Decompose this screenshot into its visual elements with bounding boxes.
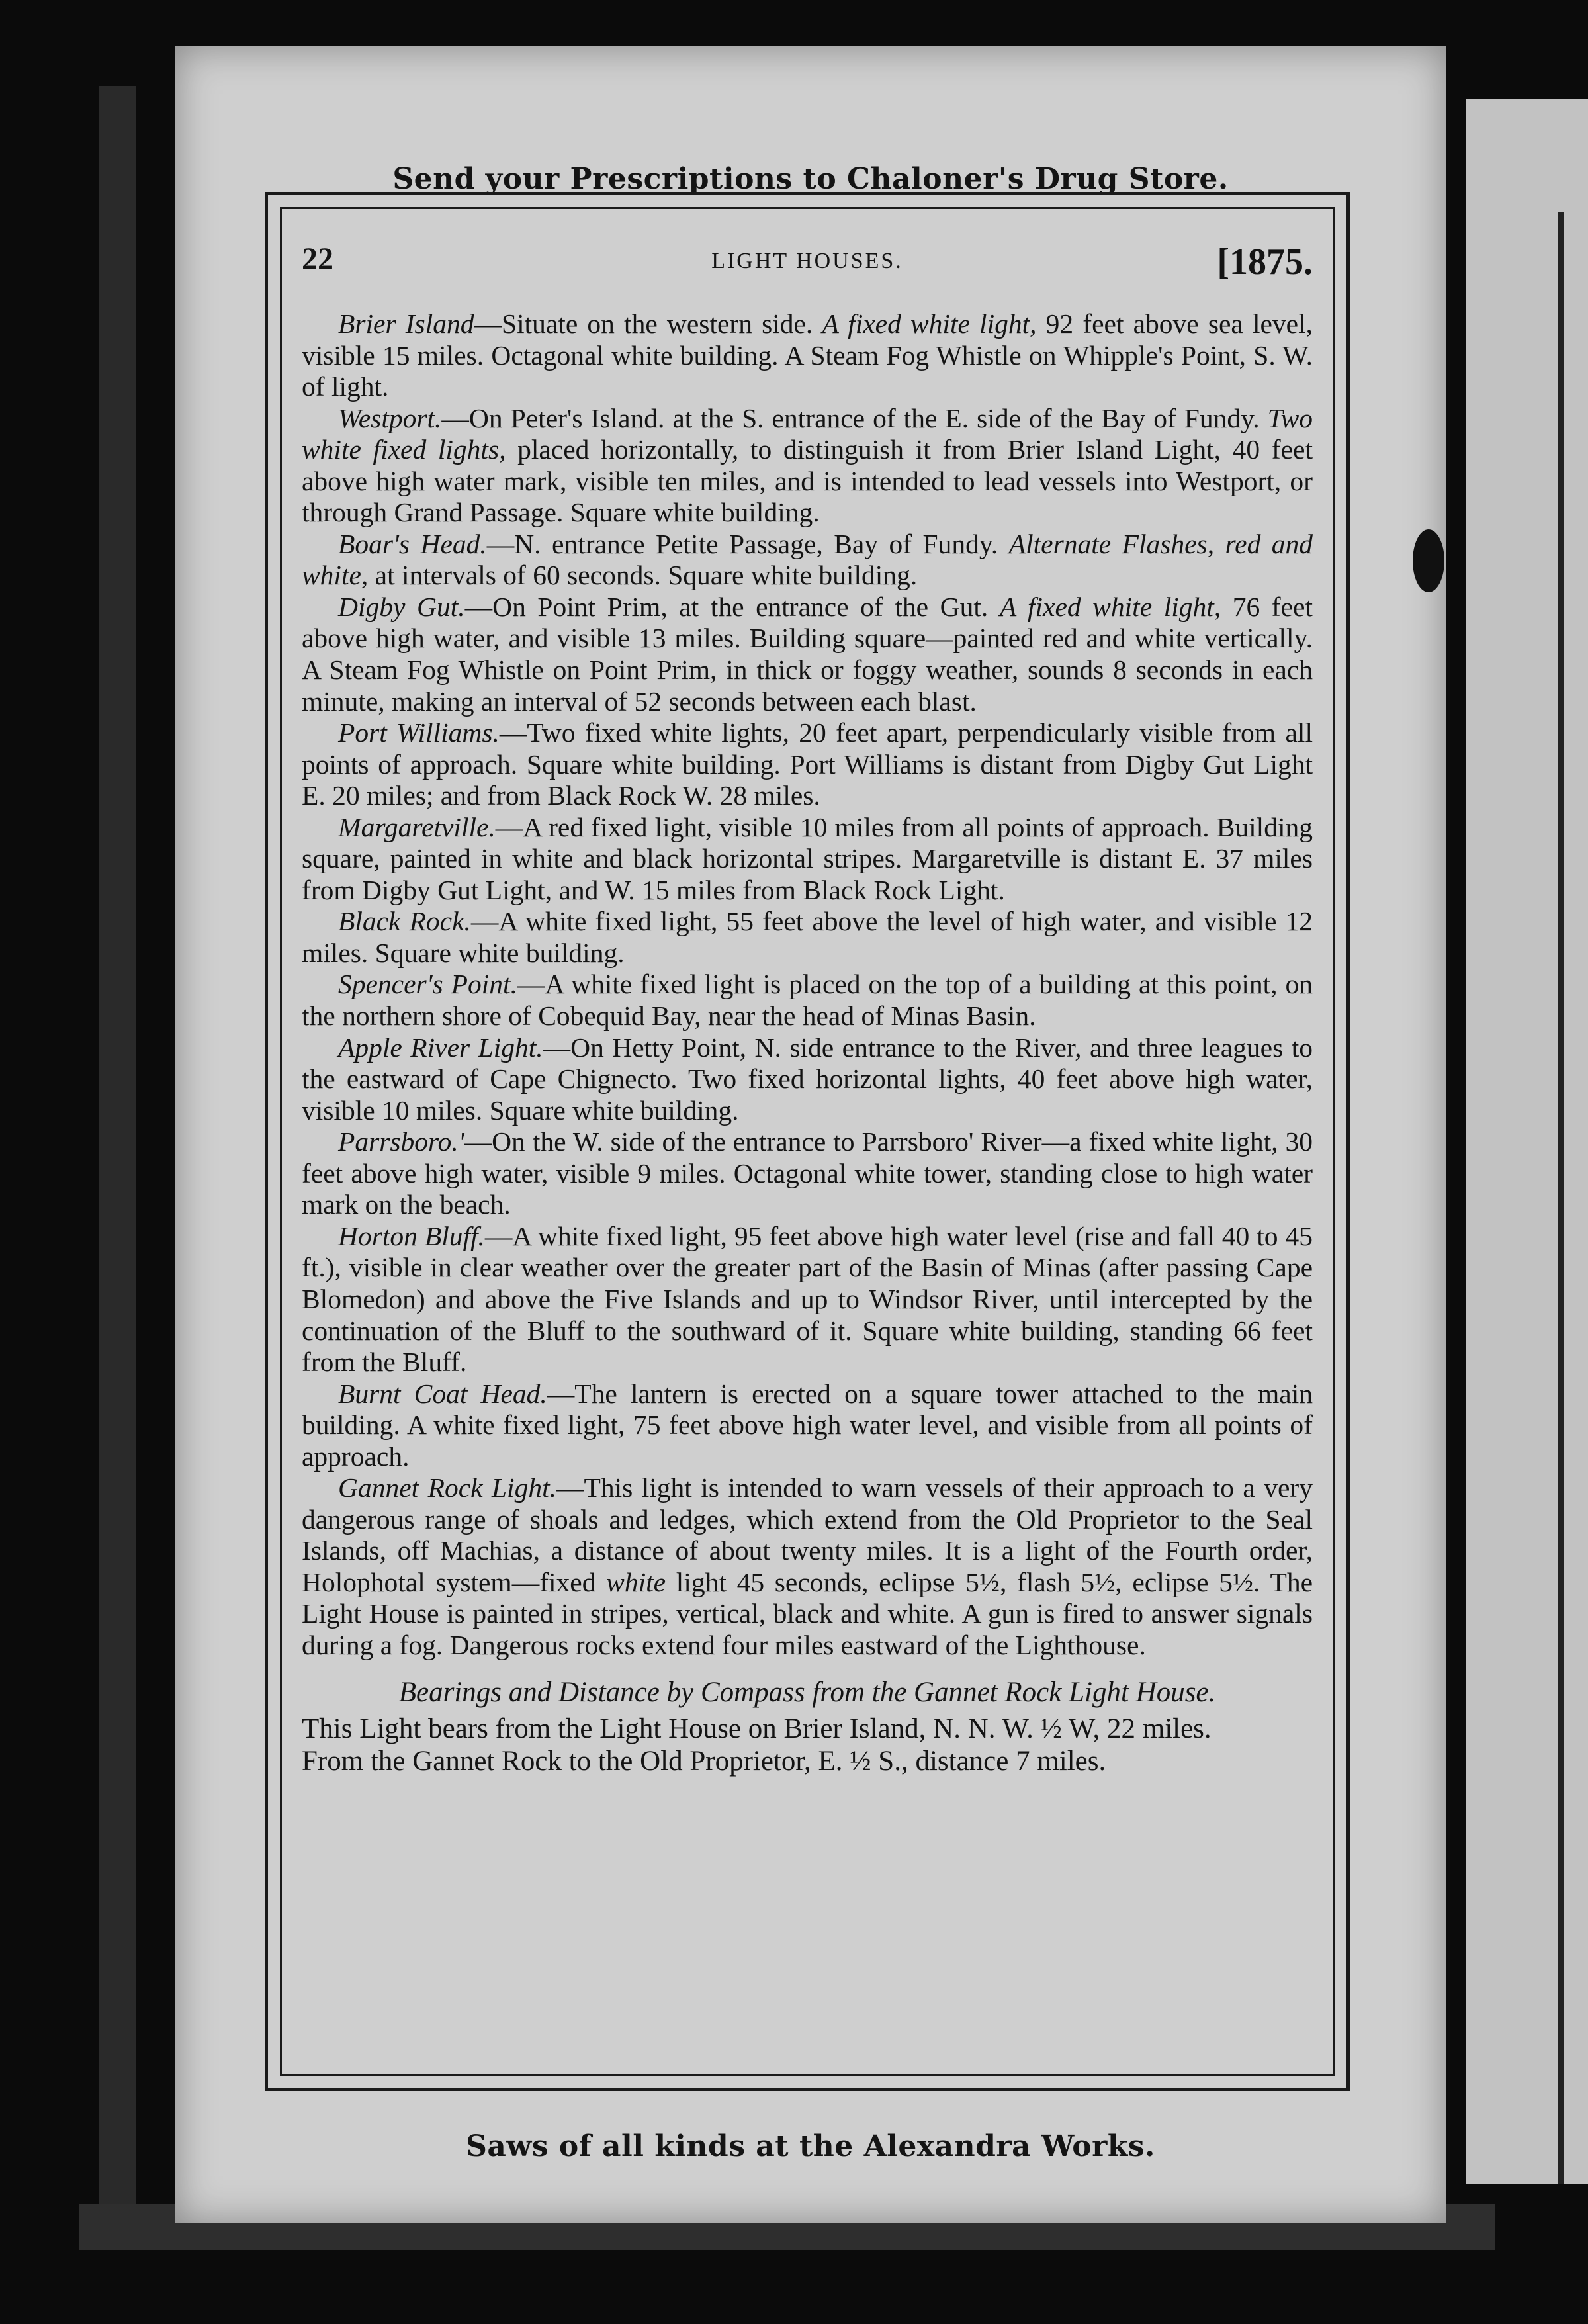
lighthouse-entry [302, 1032, 1313, 1127]
entry-text: A white fixed light, 95 feet above high water level (rise and fall 40 to 45 ft.), visible in clear weather over the greater part of the Basin of Minas (after passing Cape Blomedon) and above the Five Islands and up to Windsor River, until intercepted by the continuation of the Bluff to the southward of it. Square white building, standing 66 feet from the Bluff. [302, 1220, 1313, 1378]
entry-text: placed horizontally, to distinguish it from Brier Island Light, 40 feet above high water mark, visible ten miles, and is intended to lead vessels into Westport, or through Grand Passage. Square white building. [302, 434, 1313, 528]
lighthouse-entry [302, 906, 1313, 969]
light-description-italic: Alternate Flashes, red and white, [302, 528, 1313, 591]
entry-dash: — [484, 1220, 513, 1251]
entry-text: A white fixed light is placed on the top of a building at this point, on the northern shore of Cobequid Bay, near the head of Minas Basin. [302, 969, 1313, 1032]
page-frame [265, 192, 1350, 2091]
lighthouse-name: Westport. [338, 402, 442, 433]
lighthouse-name: Gannet Rock Light. [338, 1472, 556, 1503]
entry-text: N. entrance Petite Passage, Bay of Fundy. [514, 528, 1009, 559]
lighthouse-entry [302, 308, 1313, 403]
light-description-italic: A fixed white light, [822, 308, 1037, 339]
light-description-italic: A fixed white light, [999, 591, 1221, 622]
entry-dash: — [556, 1472, 584, 1503]
adjacent-page-edge [1466, 99, 1588, 2184]
lighthouse-entry [302, 592, 1313, 717]
page-frame-inner [280, 207, 1335, 2076]
header-advertisement: Send your Prescriptions to Chaloner's Drug Store. [392, 162, 1229, 196]
running-header [302, 236, 1313, 295]
entry-dash: — [470, 906, 499, 937]
lighthouse-name: Boar's Head. [338, 528, 487, 559]
lighthouse-entry [302, 1378, 1313, 1473]
entry-dash: — [495, 811, 523, 842]
lighthouse-name: Parrsboro.' [338, 1126, 464, 1157]
entry-text: at intervals of 60 seconds. Square white building. [368, 560, 918, 591]
light-description-italic: white [606, 1566, 666, 1597]
light-description-italic: Two white fixed lights, [302, 402, 1313, 465]
lighthouse-entry [302, 403, 1313, 529]
entry-dash: — [486, 528, 515, 559]
lighthouse-entry [302, 969, 1313, 1032]
entry-dash: — [474, 308, 502, 339]
entry-dash: — [543, 1032, 571, 1063]
lighthouse-name: Horton Bluff. [338, 1220, 485, 1251]
lighthouse-name: Digby Gut. [338, 591, 465, 622]
bearing-line: From the Gannet Rock to the Old Proprietor, E. ½ S., distance 7 miles. [302, 1746, 1106, 1777]
entry-text: The lantern is erected on a square tower attached to the main building. A white fixed light, 75 feet above high water level, and visible from all points of approach. [302, 1378, 1313, 1472]
entry-text: On the W. side of the entrance to Parrsboro' River—a fixed white light, 30 feet above high water, visible 9 miles. Octagonal white tower, standing close to high water mark on the beach. [302, 1126, 1313, 1220]
entry-dash: — [547, 1378, 575, 1409]
lighthouse-entries [302, 308, 1313, 1662]
entry-dash: — [464, 591, 493, 622]
entry-text: light 45 seconds, eclipse 5½, flash 5½, eclipse 5½. The Light House is painted in stripes, vertical, black and white. A gun is fired to answer signals during a fog. Dangerous rocks extend four miles eastward of the Lighthouse. [302, 1566, 1313, 1660]
page-number: 22 [302, 242, 333, 277]
entry-text: On Hetty Point, N. side entrance to the River, and three leagues to the eastward of Cape Chignecto. Two fixed horizontal lights, 40 feet above high water, visible 10 miles. Square white building. [302, 1032, 1313, 1126]
entry-dash: — [464, 1126, 492, 1157]
lighthouse-entry [302, 812, 1313, 907]
adjacent-page-rule [1558, 212, 1564, 2184]
lighthouse-entry [302, 1221, 1313, 1378]
page-body [302, 308, 1313, 1778]
lighthouse-name: Black Rock. [338, 906, 471, 937]
entry-dash: — [517, 969, 545, 1000]
lighthouse-entry [302, 1472, 1313, 1661]
lighthouse-name: Burnt Coat Head. [338, 1378, 547, 1409]
running-title: LIGHT HOUSES. [711, 249, 903, 273]
lighthouse-name: Brier Island [338, 308, 474, 339]
lighthouse-name: Port Williams. [338, 717, 500, 748]
entry-text: Two fixed white lights, 20 feet apart, perpendicularly visible from all points of approach. Square white building. Port Williams is distant from Digby Gut Light E. 20 miles; and from Black Rock W. 28 miles. [302, 717, 1313, 811]
lighthouse-name: Apple River Light. [338, 1032, 543, 1063]
entry-dash: — [499, 717, 527, 748]
entry-text: Situate on the western side. [502, 308, 822, 339]
lighthouse-entry [302, 717, 1313, 812]
lighthouse-name: Spencer's Point. [338, 969, 517, 1000]
book-page [175, 46, 1446, 2223]
entry-text: 92 feet above sea level, visible 15 miles. Octagonal white building. A Steam Fog Whistle on Whipple's Point, S. W. of light. [302, 308, 1313, 402]
lighthouse-entry [302, 1126, 1313, 1221]
entry-text: A red fixed light, visible 10 miles from all points of approach. Building square, painted in white and black horizontal stripes. Margaretville is distant E. 37 miles from Digby Gut Light, and W. 15 miles from Black Rock Light. [302, 811, 1313, 905]
scan-edge-left [99, 86, 136, 2223]
lighthouse-name: Margaretville. [338, 811, 496, 842]
ink-blot [1413, 529, 1444, 592]
entry-text: This light is intended to warn vessels of their approach to a very dangerous range of shoals and ledges, which extend from the Old Proprietor to the Seal Islands, off Machias, a distance of about twenty miles. It is a light of the Fourth order, Holophotal system—fixed [302, 1472, 1313, 1597]
bearings-list [302, 1713, 1313, 1778]
entry-text: 76 feet above high water, and visible 13 miles. Building square—painted red and white vertically. A Steam Fog Whistle on Point Prim, in thick or foggy weather, sounds 8 seconds in each minute, making an interval of 52 seconds between each blast. [302, 591, 1313, 717]
year-mark: [1875. [1217, 242, 1313, 283]
footer-advertisement: Saws of all kinds at the Alexandra Works. [466, 2129, 1155, 2163]
bearing-line: This Light bears from the Light House on Brier Island, N. N. W. ½ W, 22 miles. [302, 1713, 1212, 1744]
entry-text: A white fixed light, 55 feet above the level of high water, and visible 12 miles. Square white building. [302, 906, 1313, 968]
lighthouse-entry [302, 529, 1313, 592]
bearings-heading: Bearings and Distance by Compass from the Gannet Rock Light House. [398, 1676, 1216, 1708]
entry-dash: — [441, 402, 469, 433]
entry-text: On Peter's Island. at the S. entrance of the E. side of the Bay of Fundy. [468, 402, 1268, 433]
entry-text: On Point Prim, at the entrance of the Gut. [492, 591, 1000, 622]
